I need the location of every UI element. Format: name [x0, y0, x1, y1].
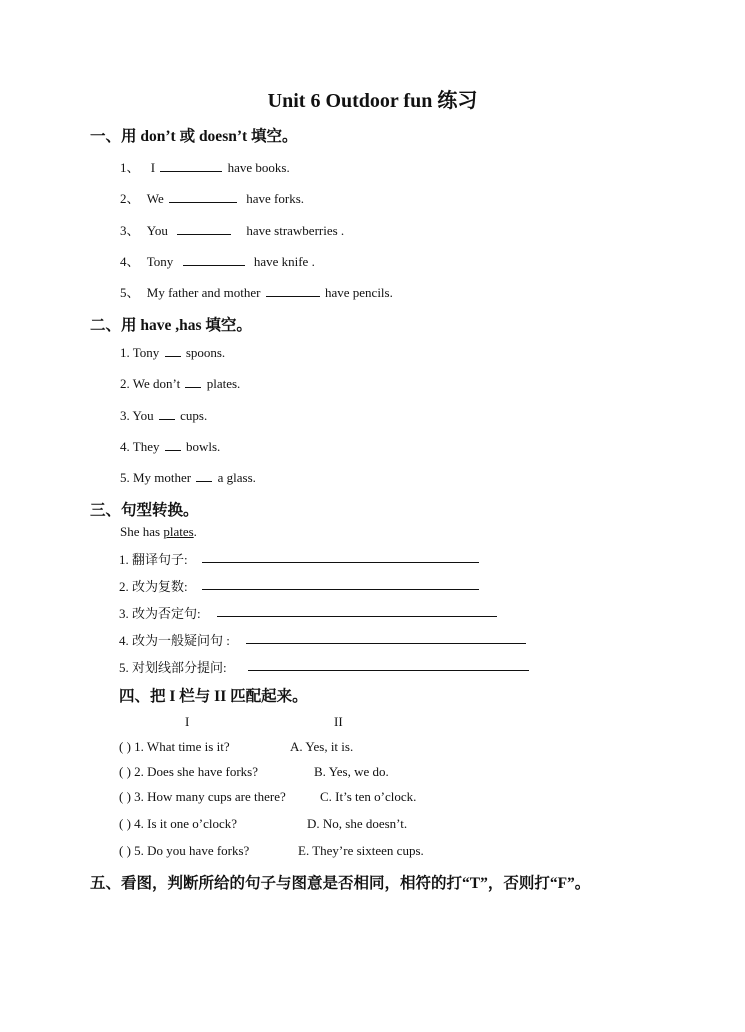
sentence-end: . [193, 524, 197, 539]
match-right-3: C. It’s ten o’clock. [320, 789, 417, 804]
match-right-5: E. They’re sixteen cups. [298, 843, 424, 858]
section3-item-1: 1. 翻译句子: [119, 552, 188, 567]
item-rest: spoons. [185, 345, 226, 360]
section3-item-2: 2. 改为复数: [119, 579, 188, 594]
item-number: 1、 [120, 160, 140, 175]
item-text: 2. We don’t [120, 376, 181, 391]
match-left-2: ( ) 2. Does she have forks? [119, 764, 258, 779]
item-number: 3、 [120, 223, 140, 238]
section2-item-2 [120, 375, 240, 392]
section2-heading: 二、用 have ,has 填空。 [90, 317, 252, 334]
answer-blank[interactable] [196, 469, 212, 482]
section2-item-5 [120, 469, 256, 486]
item-number: 4、 [120, 254, 140, 269]
match-left-4: ( ) 4. Is it one o’clock? [119, 816, 238, 831]
item-subject: We [146, 191, 164, 206]
section3-heading: 三、句型转换。 [90, 502, 199, 519]
item-text: 3. You [120, 408, 154, 423]
answer-line[interactable] [202, 589, 479, 590]
item-subject: You [146, 223, 168, 238]
section5-heading: 五、看图，判断所给的句子与图意是否相同，相符的打“T”，否则打“F”。 [90, 875, 591, 892]
match-left-5: ( ) 5. Do you have forks? [119, 843, 250, 858]
item-rest: have books. [227, 160, 290, 175]
item-text: 4. They [120, 439, 160, 454]
item-rest: bowls. [185, 439, 221, 454]
item-rest: plates. [206, 376, 241, 391]
item-rest: cups. [180, 408, 208, 423]
section3-item-5: 5. 对划线部分提问: [119, 660, 227, 675]
section1-item-4 [120, 251, 315, 270]
item-rest: have pencils. [324, 285, 393, 300]
section1-heading: 一、用 don’t 或 doesn’t 填空。 [90, 128, 298, 145]
answer-line[interactable] [202, 562, 479, 563]
item-text: 1. Tony [120, 345, 160, 360]
sentence-underlined: plates [163, 524, 194, 539]
match-right-4: D. No, she doesn’t. [307, 816, 408, 831]
section2-item-1 [120, 344, 225, 361]
section1-item-1 [120, 157, 290, 176]
answer-blank[interactable] [169, 190, 237, 203]
answer-blank[interactable] [159, 407, 175, 420]
section4-heading: 四、把 I 栏与 II 匹配起来。 [119, 688, 308, 705]
item-text: 5. My mother [120, 470, 192, 485]
answer-line[interactable] [248, 670, 529, 671]
item-number: 5、 [120, 285, 140, 300]
answer-blank[interactable] [185, 375, 201, 388]
item-rest: have forks. [246, 191, 305, 206]
match-right-2: B. Yes, we do. [314, 764, 389, 779]
answer-line[interactable] [246, 643, 526, 644]
column-header-ii: II [334, 714, 343, 729]
section3-sentence [120, 524, 197, 540]
section2-item-4 [120, 438, 220, 455]
item-subject: My father and mother [146, 285, 261, 300]
item-subject: I [150, 160, 156, 175]
section1-item-5 [120, 282, 393, 301]
answer-blank[interactable] [266, 284, 320, 297]
item-number: 2、 [120, 191, 140, 206]
match-left-1: ( ) 1. What time is it? [119, 739, 230, 754]
item-rest: have knife . [253, 254, 315, 269]
item-rest: have strawberries . [246, 223, 345, 238]
section2-item-3 [120, 407, 207, 424]
item-subject: Tony [146, 254, 174, 269]
answer-blank[interactable] [160, 159, 222, 172]
section3-item-3: 3. 改为否定句: [119, 606, 201, 621]
column-header-i: I [185, 714, 190, 729]
section1-item-3 [120, 220, 344, 239]
sentence-start: She has [120, 524, 164, 539]
item-rest: a glass. [217, 470, 256, 485]
answer-blank[interactable] [177, 222, 231, 235]
answer-blank[interactable] [165, 344, 181, 357]
section3-item-4: 4. 改为一般疑问句 : [119, 633, 230, 648]
section1-item-2 [120, 188, 304, 207]
answer-blank[interactable] [183, 253, 245, 266]
page-title: Unit 6 Outdoor fun 练习 [267, 90, 478, 112]
match-right-1: A. Yes, it is. [290, 739, 354, 754]
answer-blank[interactable] [165, 438, 181, 451]
match-left-3: ( ) 3. How many cups are there? [119, 789, 286, 804]
answer-line[interactable] [217, 616, 497, 617]
